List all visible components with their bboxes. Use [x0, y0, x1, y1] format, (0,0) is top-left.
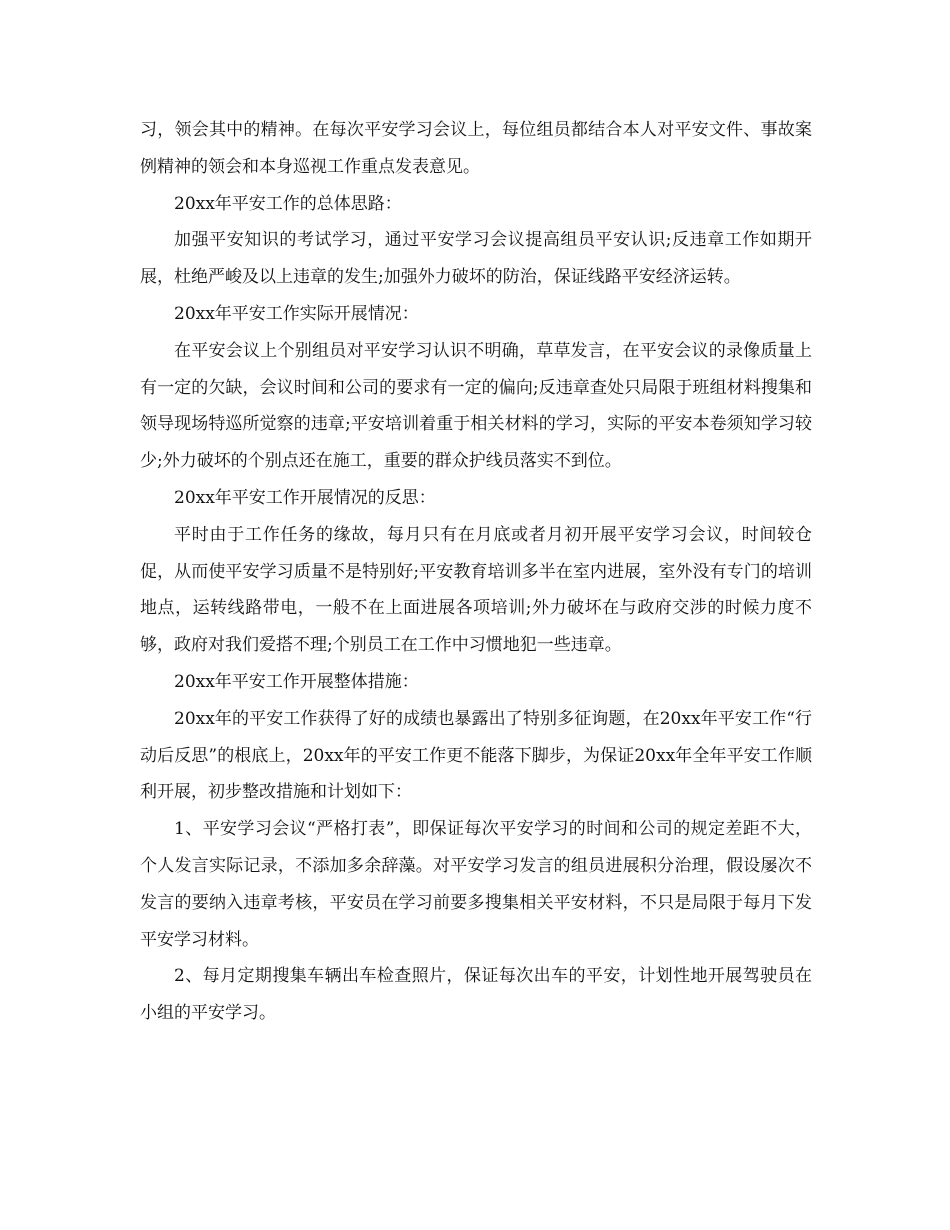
paragraph-1: 习，领会其中的精神。在每次平安学习会议上，每位组员都结合本人对平安文件、事故案例精神的领会和本身巡视工作重点发表意见。 [140, 120, 812, 177]
paragraph-5: 在平安会议上个别组员对平安学习认识不明确，草草发言，在平安会议的录像质量上有一定的欠缺，会议时间和公司的要求有一定的偏向;反违章查处只局限于班组材料搜集和领导现场特巡所觉察的违章;平安培训着重于相关材料的学习，实际的平安本卷须知学习较少;外力破坏的个别点还在施工，重要的群众护线员落实不到位。 [140, 340, 812, 472]
paragraph-10-item-1: 1、平安学习会议“严格打表”，即保证每次平安学习的时间和公司的规定差距不大，个人发言实际记录，不添加多余辞藻。对平安学习发言的组员进展积分治理，假设屡次不发言的要纳入违章考核，平安员在学习前要多搜集相关平安材料，不只是局限于每月下发平安学习材料。 [140, 819, 812, 950]
document-page [140, 112, 812, 1032]
paragraph-9: 20xx年的平安工作获得了好的成绩也暴露出了特别多征询题，在20xx年平安工作“行动后反思”的根底上，20xx年的平安工作更不能落下脚步，为保证20xx年全年平安工作顺利开展，初步整改措施和计划如下： [140, 708, 812, 803]
paragraph-6-heading: 20xx年平安工作开展情况的反思： [174, 487, 436, 508]
paragraph-8-heading: 20xx年平安工作开展整体措施： [174, 671, 419, 692]
paragraph-7: 平时由于工作任务的缘故，每月只有在月底或者月初开展平安学习会议，时间较仓促，从而使平安学习质量不是特别好;平安教育培训多半在室内进展，室外没有专门的培训地点，运转线路带电，一般不在上面进展各项培训;外力破坏在与政府交涉的时候力度不够，政府对我们爱搭不理;个别员工在工作中习惯地犯一些违章。 [140, 524, 812, 656]
paragraph-3: 加强平安知识的考试学习，通过平安学习会议提高组员平安认识;反违章工作如期开展，杜绝严峻及以上违章的发生;加强外力破坏的防治，保证线路平安经济运转。 [140, 230, 812, 288]
paragraph-11-item-2: 2、每月定期搜集车辆出车检查照片，保证每次出车的平安，计划性地开展驾驶员在小组的平安学习。 [140, 966, 812, 1024]
paragraph-4-heading: 20xx年平安工作实际开展情况： [174, 303, 419, 324]
paragraph-2-heading: 20xx年平安工作的总体思路： [174, 193, 402, 214]
